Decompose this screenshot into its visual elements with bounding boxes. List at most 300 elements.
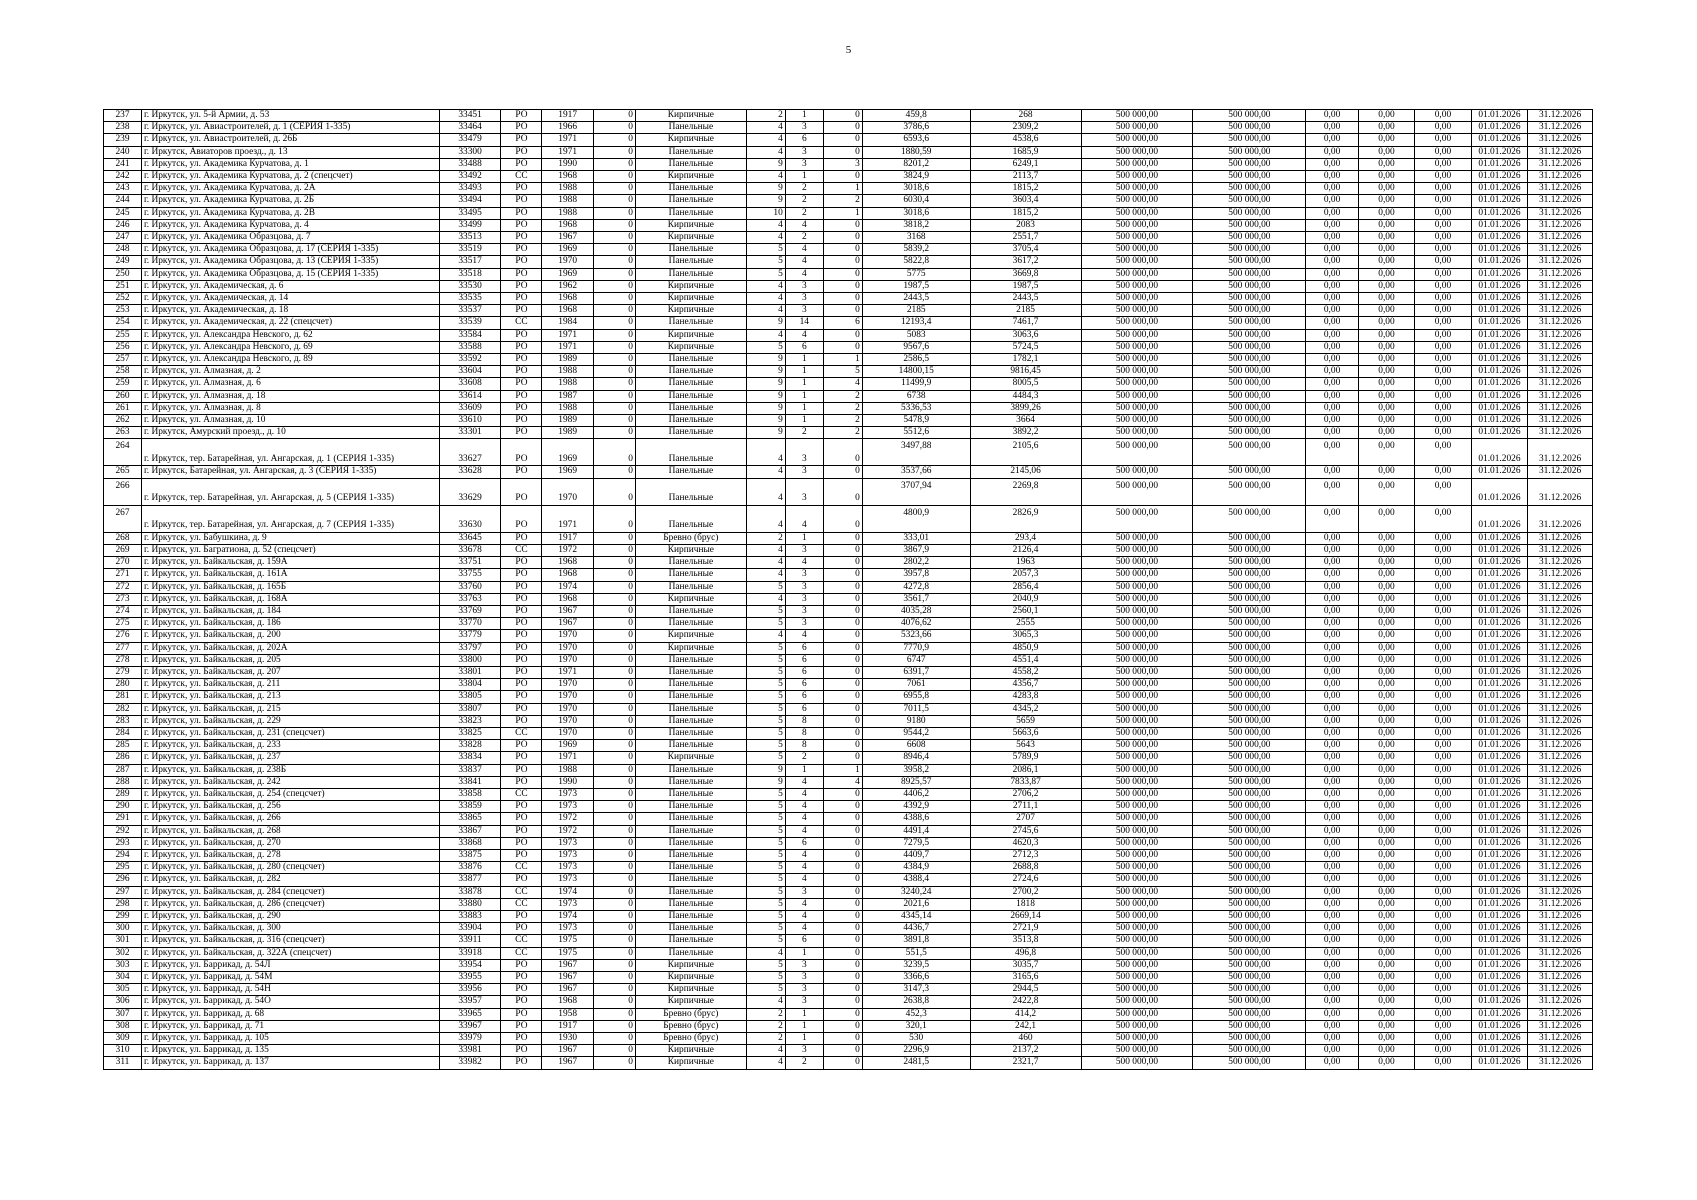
cell-account-type: РО (501, 158, 542, 170)
cell-house-id: 33678 (439, 544, 501, 556)
cell-address: г. Иркутск, ул. Баррикад, д. 71 (141, 1020, 439, 1032)
cell-entrances: 3 (785, 569, 823, 581)
cell-floors: 5 (746, 727, 785, 739)
cell-entrances: 2 (785, 752, 823, 764)
cell-house-id: 33494 (439, 195, 501, 207)
cell-entrances: 1 (785, 1008, 823, 1020)
cell-account-type: РО (501, 581, 542, 593)
cell-account-type: РО (501, 232, 542, 244)
cell-cost-owners: 0,00 (1415, 886, 1471, 898)
cell-residential-area: 5663,6 (970, 727, 1081, 739)
cell-lifts: 0 (823, 788, 862, 800)
cell-year-built: 1974 (542, 910, 593, 922)
cell-end-date: 31.12.2026 (1528, 280, 1593, 292)
cell-row-number: 242 (104, 171, 142, 183)
cell-end-date: 31.12.2026 (1528, 715, 1593, 727)
cell-cost-total: 500 000,00 (1081, 752, 1193, 764)
cell-cost-region: 0,00 (1306, 618, 1358, 630)
cell-house-id: 33610 (439, 415, 501, 427)
cell-year-built: 1969 (542, 740, 593, 752)
cell-row-number: 248 (104, 244, 142, 256)
cell-address: г. Иркутск, ул. Алмазная, д. 2 (141, 366, 439, 378)
cell-cost-local: 0,00 (1358, 898, 1414, 910)
cell-year-built: 1930 (542, 1033, 593, 1045)
cell-entrances: 1 (785, 947, 823, 959)
cell-wall-material: Кирпичные (635, 630, 746, 642)
cell-row-number: 306 (104, 996, 142, 1008)
cell-house-id: 33763 (439, 593, 501, 605)
table-row (104, 134, 1593, 146)
cell-end-date: 31.12.2026 (1528, 219, 1593, 231)
cell-residential-area: 4356,7 (970, 679, 1081, 691)
cell-cost-total: 500 000,00 (1081, 232, 1193, 244)
cell-row-number: 252 (104, 293, 142, 305)
cell-cost-fund: 500 000,00 (1193, 959, 1306, 971)
cell-cost-fund: 500 000,00 (1193, 923, 1306, 935)
cell-start-date: 01.01.2026 (1471, 605, 1527, 617)
cell-floors: 5 (746, 703, 785, 715)
cell-floors: 5 (746, 666, 785, 678)
cell-zero-value: 0 (593, 329, 635, 341)
cell-account-type: РО (501, 849, 542, 861)
cell-row-number: 290 (104, 801, 142, 813)
cell-lifts: 2 (823, 427, 862, 439)
cell-residential-area: 2706,2 (970, 788, 1081, 800)
cell-lifts: 0 (823, 1033, 862, 1045)
cell-entrances: 6 (785, 679, 823, 691)
cell-account-type: РО (501, 984, 542, 996)
cell-lifts: 0 (823, 849, 862, 861)
cell-cost-region: 0,00 (1306, 256, 1358, 268)
cell-residential-area: 4538,6 (970, 134, 1081, 146)
cell-zero-value: 0 (593, 378, 635, 390)
cell-end-date: 31.12.2026 (1528, 1057, 1593, 1069)
cell-cost-owners: 0,00 (1415, 466, 1471, 478)
cell-cost-total: 500 000,00 (1081, 801, 1193, 813)
cell-cost-region: 0,00 (1306, 849, 1358, 861)
cell-house-id: 33519 (439, 244, 501, 256)
cell-zero-value: 0 (593, 825, 635, 837)
table-row (104, 642, 1593, 654)
cell-cost-owners: 0,00 (1415, 959, 1471, 971)
cell-entrances: 2 (785, 195, 823, 207)
cell-cost-local: 0,00 (1358, 947, 1414, 959)
cell-address: г. Иркутск, ул. Авиастроителей, д. 1 (СЕРИЯ 1-335) (141, 122, 439, 134)
cell-floors: 4 (746, 219, 785, 231)
cell-cost-owners: 0,00 (1415, 715, 1471, 727)
cell-end-date: 31.12.2026 (1528, 329, 1593, 341)
cell-floors: 4 (746, 171, 785, 183)
table-row (104, 183, 1593, 195)
cell-cost-local: 0,00 (1358, 146, 1414, 158)
cell-start-date: 01.01.2026 (1471, 642, 1527, 654)
cell-cost-total: 500 000,00 (1081, 886, 1193, 898)
cell-cost-owners: 0,00 (1415, 935, 1471, 947)
cell-cost-owners: 0,00 (1415, 605, 1471, 617)
cell-cost-region: 0,00 (1306, 703, 1358, 715)
cell-row-number: 254 (104, 317, 142, 329)
cell-cost-fund: 500 000,00 (1193, 703, 1306, 715)
cell-cost-region: 0,00 (1306, 134, 1358, 146)
cell-year-built: 1989 (542, 427, 593, 439)
cell-year-built: 1967 (542, 984, 593, 996)
cell-cost-owners: 0,00 (1415, 268, 1471, 280)
cell-residential-area: 2057,3 (970, 569, 1081, 581)
cell-total-area: 4392,9 (862, 801, 970, 813)
cell-address: г. Иркутск, ул. Байкальская, д. 268 (141, 825, 439, 837)
cell-cost-owners: 0,00 (1415, 691, 1471, 703)
cell-start-date: 01.01.2026 (1471, 171, 1527, 183)
cell-wall-material: Кирпичные (635, 293, 746, 305)
cell-end-date: 31.12.2026 (1528, 134, 1593, 146)
cell-cost-fund: 500 000,00 (1193, 232, 1306, 244)
cell-cost-owners: 0,00 (1415, 378, 1471, 390)
cell-cost-fund: 500 000,00 (1193, 898, 1306, 910)
cell-end-date: 31.12.2026 (1528, 849, 1593, 861)
cell-entrances: 6 (785, 837, 823, 849)
cell-cost-total: 500 000,00 (1081, 317, 1193, 329)
cell-cost-region: 0,00 (1306, 825, 1358, 837)
cell-entrances: 3 (785, 959, 823, 971)
cell-cost-total: 500 000,00 (1081, 366, 1193, 378)
cell-entrances: 4 (785, 898, 823, 910)
cell-total-area: 4800,9 (862, 505, 970, 532)
cell-address: г. Иркутск, ул. Байкальская, д. 242 (141, 776, 439, 788)
cell-cost-region: 0,00 (1306, 947, 1358, 959)
cell-house-id: 33608 (439, 378, 501, 390)
cell-start-date: 01.01.2026 (1471, 923, 1527, 935)
cell-cost-owners: 0,00 (1415, 1033, 1471, 1045)
cell-residential-area: 4850,9 (970, 642, 1081, 654)
cell-cost-local: 0,00 (1358, 1008, 1414, 1020)
cell-cost-region: 0,00 (1306, 122, 1358, 134)
cell-cost-fund: 500 000,00 (1193, 478, 1306, 505)
cell-house-id: 33876 (439, 862, 501, 874)
table-row (104, 256, 1593, 268)
cell-row-number: 283 (104, 715, 142, 727)
cell-entrances: 3 (785, 544, 823, 556)
cell-floors: 9 (746, 378, 785, 390)
cell-zero-value: 0 (593, 544, 635, 556)
cell-start-date: 01.01.2026 (1471, 1045, 1527, 1057)
cell-entrances: 1 (785, 378, 823, 390)
cell-cost-fund: 500 000,00 (1193, 544, 1306, 556)
cell-house-id: 33956 (439, 984, 501, 996)
cell-zero-value: 0 (593, 427, 635, 439)
cell-house-id: 33629 (439, 478, 501, 505)
cell-total-area: 12193,4 (862, 317, 970, 329)
cell-zero-value: 0 (593, 654, 635, 666)
cell-cost-local: 0,00 (1358, 354, 1414, 366)
table-row (104, 776, 1593, 788)
cell-total-area: 2443,5 (862, 293, 970, 305)
cell-row-number: 274 (104, 605, 142, 617)
cell-cost-local: 0,00 (1358, 341, 1414, 353)
cell-entrances: 3 (785, 618, 823, 630)
cell-cost-fund: 500 000,00 (1193, 378, 1306, 390)
cell-zero-value: 0 (593, 740, 635, 752)
cell-wall-material: Панельные (635, 666, 746, 678)
table-row (104, 984, 1593, 996)
cell-start-date: 01.01.2026 (1471, 727, 1527, 739)
cell-end-date: 31.12.2026 (1528, 691, 1593, 703)
cell-zero-value: 0 (593, 390, 635, 402)
cell-year-built: 1968 (542, 569, 593, 581)
cell-address: г. Иркутск, ул. Бабушкина, д. 9 (141, 532, 439, 544)
cell-cost-fund: 500 000,00 (1193, 1045, 1306, 1057)
cell-cost-total: 500 000,00 (1081, 764, 1193, 776)
cell-row-number: 308 (104, 1020, 142, 1032)
cell-cost-fund: 500 000,00 (1193, 329, 1306, 341)
cell-floors: 4 (746, 134, 785, 146)
cell-total-area: 2021,6 (862, 898, 970, 910)
table-row (104, 354, 1593, 366)
cell-wall-material: Кирпичные (635, 1045, 746, 1057)
cell-cost-region: 0,00 (1306, 317, 1358, 329)
cell-house-id: 33769 (439, 605, 501, 617)
cell-wall-material: Кирпичные (635, 642, 746, 654)
cell-cost-region: 0,00 (1306, 996, 1358, 1008)
cell-house-id: 33539 (439, 317, 501, 329)
cell-address: г. Иркутск, ул. Академика Образцова, д. 17 (СЕРИЯ 1-335) (141, 244, 439, 256)
cell-account-type: РО (501, 752, 542, 764)
cell-zero-value: 0 (593, 715, 635, 727)
cell-cost-local: 0,00 (1358, 935, 1414, 947)
cell-end-date: 31.12.2026 (1528, 171, 1593, 183)
table-row (104, 972, 1593, 984)
cell-account-type: РО (501, 183, 542, 195)
cell-year-built: 1971 (542, 505, 593, 532)
cell-row-number: 272 (104, 581, 142, 593)
cell-cost-fund: 500 000,00 (1193, 740, 1306, 752)
cell-zero-value: 0 (593, 354, 635, 366)
cell-address: г. Иркутск, ул. Байкальская, д. 286 (спецсчет) (141, 898, 439, 910)
cell-entrances: 4 (785, 849, 823, 861)
cell-cost-local: 0,00 (1358, 825, 1414, 837)
cell-cost-fund: 500 000,00 (1193, 305, 1306, 317)
cell-address: г. Иркутск, ул. Баррикад, д. 68 (141, 1008, 439, 1020)
cell-total-area: 8201,2 (862, 158, 970, 170)
table-row (104, 923, 1593, 935)
cell-cost-total: 500 000,00 (1081, 825, 1193, 837)
cell-residential-area: 2137,2 (970, 1045, 1081, 1057)
cell-total-area: 3018,6 (862, 207, 970, 219)
cell-floors: 9 (746, 195, 785, 207)
cell-total-area: 2296,9 (862, 1045, 970, 1057)
cell-end-date: 31.12.2026 (1528, 427, 1593, 439)
cell-year-built: 1988 (542, 378, 593, 390)
cell-end-date: 31.12.2026 (1528, 862, 1593, 874)
cell-zero-value: 0 (593, 569, 635, 581)
cell-start-date: 01.01.2026 (1471, 972, 1527, 984)
cell-lifts: 1 (823, 207, 862, 219)
cell-total-area: 4409,7 (862, 849, 970, 861)
cell-start-date: 01.01.2026 (1471, 849, 1527, 861)
cell-cost-total: 500 000,00 (1081, 740, 1193, 752)
cell-cost-owners: 0,00 (1415, 764, 1471, 776)
cell-floors: 9 (746, 776, 785, 788)
cell-start-date: 01.01.2026 (1471, 666, 1527, 678)
cell-house-id: 33875 (439, 849, 501, 861)
cell-zero-value: 0 (593, 801, 635, 813)
cell-entrances: 3 (785, 293, 823, 305)
cell-total-area: 3561,7 (862, 593, 970, 605)
cell-zero-value: 0 (593, 1033, 635, 1045)
cell-cost-total: 500 000,00 (1081, 439, 1193, 466)
cell-cost-owners: 0,00 (1415, 207, 1471, 219)
cell-start-date: 01.01.2026 (1471, 427, 1527, 439)
cell-row-number: 244 (104, 195, 142, 207)
cell-entrances: 4 (785, 813, 823, 825)
cell-total-area: 4035,28 (862, 605, 970, 617)
cell-account-type: РО (501, 569, 542, 581)
cell-zero-value: 0 (593, 305, 635, 317)
cell-cost-local: 0,00 (1358, 862, 1414, 874)
cell-start-date: 01.01.2026 (1471, 195, 1527, 207)
cell-end-date: 31.12.2026 (1528, 630, 1593, 642)
cell-start-date: 01.01.2026 (1471, 232, 1527, 244)
cell-floors: 9 (746, 427, 785, 439)
cell-cost-local: 0,00 (1358, 886, 1414, 898)
cell-cost-total: 500 000,00 (1081, 244, 1193, 256)
cell-residential-area: 5659 (970, 715, 1081, 727)
cell-wall-material: Панельные (635, 898, 746, 910)
cell-cost-owners: 0,00 (1415, 947, 1471, 959)
cell-floors: 4 (746, 593, 785, 605)
cell-cost-local: 0,00 (1358, 280, 1414, 292)
cell-cost-total: 500 000,00 (1081, 996, 1193, 1008)
cell-house-id: 33479 (439, 134, 501, 146)
cell-cost-region: 0,00 (1306, 402, 1358, 414)
cell-residential-area: 2551,7 (970, 232, 1081, 244)
cell-start-date: 01.01.2026 (1471, 947, 1527, 959)
cell-house-id: 33770 (439, 618, 501, 630)
table-row (104, 581, 1593, 593)
cell-lifts: 2 (823, 402, 862, 414)
cell-cost-fund: 500 000,00 (1193, 390, 1306, 402)
cell-cost-total: 500 000,00 (1081, 427, 1193, 439)
cell-house-id: 33883 (439, 910, 501, 922)
cell-start-date: 01.01.2026 (1471, 439, 1527, 466)
cell-start-date: 01.01.2026 (1471, 146, 1527, 158)
cell-floors: 5 (746, 691, 785, 703)
cell-start-date: 01.01.2026 (1471, 825, 1527, 837)
cell-cost-local: 0,00 (1358, 984, 1414, 996)
cell-total-area: 4436,7 (862, 923, 970, 935)
cell-cost-local: 0,00 (1358, 122, 1414, 134)
cell-residential-area: 3669,8 (970, 268, 1081, 280)
cell-cost-region: 0,00 (1306, 666, 1358, 678)
cell-year-built: 1975 (542, 947, 593, 959)
cell-address: г. Иркутск, ул. Байкальская, д. 207 (141, 666, 439, 678)
cell-residential-area: 3035,7 (970, 959, 1081, 971)
cell-end-date: 31.12.2026 (1528, 801, 1593, 813)
cell-year-built: 1972 (542, 544, 593, 556)
cell-cost-owners: 0,00 (1415, 740, 1471, 752)
cell-year-built: 1962 (542, 280, 593, 292)
cell-residential-area: 2944,5 (970, 984, 1081, 996)
cell-cost-region: 0,00 (1306, 354, 1358, 366)
cell-start-date: 01.01.2026 (1471, 593, 1527, 605)
cell-row-number: 278 (104, 654, 142, 666)
cell-entrances: 14 (785, 317, 823, 329)
cell-account-type: СС (501, 317, 542, 329)
cell-start-date: 01.01.2026 (1471, 874, 1527, 886)
cell-account-type: РО (501, 923, 542, 935)
cell-row-number: 273 (104, 593, 142, 605)
cell-cost-local: 0,00 (1358, 110, 1414, 122)
cell-entrances: 2 (785, 183, 823, 195)
table-row (104, 618, 1593, 630)
cell-cost-total: 500 000,00 (1081, 1020, 1193, 1032)
cell-cost-local: 0,00 (1358, 740, 1414, 752)
cell-house-id: 33801 (439, 666, 501, 678)
cell-zero-value: 0 (593, 862, 635, 874)
cell-end-date: 31.12.2026 (1528, 703, 1593, 715)
cell-total-area: 3824,9 (862, 171, 970, 183)
cell-floors: 4 (746, 947, 785, 959)
cell-entrances: 3 (785, 996, 823, 1008)
cell-lifts: 0 (823, 679, 862, 691)
cell-cost-region: 0,00 (1306, 1008, 1358, 1020)
cell-lifts: 0 (823, 666, 862, 678)
cell-start-date: 01.01.2026 (1471, 134, 1527, 146)
cell-cost-total: 500 000,00 (1081, 402, 1193, 414)
cell-account-type: РО (501, 244, 542, 256)
cell-start-date: 01.01.2026 (1471, 1057, 1527, 1069)
cell-wall-material: Панельные (635, 654, 746, 666)
cell-lifts: 0 (823, 910, 862, 922)
cell-wall-material: Кирпичные (635, 1057, 746, 1069)
table-row (104, 691, 1593, 703)
cell-floors: 5 (746, 268, 785, 280)
cell-floors: 5 (746, 886, 785, 898)
cell-wall-material: Бревно (брус) (635, 1033, 746, 1045)
cell-cost-owners: 0,00 (1415, 630, 1471, 642)
cell-residential-area: 2669,14 (970, 910, 1081, 922)
cell-cost-local: 0,00 (1358, 727, 1414, 739)
cell-cost-owners: 0,00 (1415, 390, 1471, 402)
cell-total-area: 7279,5 (862, 837, 970, 849)
cell-wall-material: Панельные (635, 244, 746, 256)
cell-wall-material: Панельные (635, 837, 746, 849)
cell-start-date: 01.01.2026 (1471, 776, 1527, 788)
cell-wall-material: Панельные (635, 691, 746, 703)
cell-end-date: 31.12.2026 (1528, 293, 1593, 305)
cell-wall-material: Кирпичные (635, 984, 746, 996)
cell-cost-region: 0,00 (1306, 654, 1358, 666)
cell-account-type: РО (501, 813, 542, 825)
cell-zero-value: 0 (593, 1057, 635, 1069)
cell-cost-region: 0,00 (1306, 752, 1358, 764)
cell-year-built: 1968 (542, 219, 593, 231)
cell-row-number: 286 (104, 752, 142, 764)
cell-wall-material: Кирпичные (635, 544, 746, 556)
cell-start-date: 01.01.2026 (1471, 183, 1527, 195)
cell-wall-material: Кирпичные (635, 171, 746, 183)
cell-end-date: 31.12.2026 (1528, 752, 1593, 764)
cell-zero-value: 0 (593, 630, 635, 642)
cell-address: г. Иркутск, ул. Баррикад, д. 54Л (141, 959, 439, 971)
cell-cost-local: 0,00 (1358, 158, 1414, 170)
cell-address: г. Иркутск, ул. Байкальская, д. 300 (141, 923, 439, 935)
cell-row-number: 288 (104, 776, 142, 788)
cell-address: г. Иркутск, ул. Байкальская, д. 266 (141, 813, 439, 825)
cell-year-built: 1973 (542, 837, 593, 849)
cell-row-number: 309 (104, 1033, 142, 1045)
cell-cost-total: 500 000,00 (1081, 544, 1193, 556)
cell-year-built: 1984 (542, 317, 593, 329)
